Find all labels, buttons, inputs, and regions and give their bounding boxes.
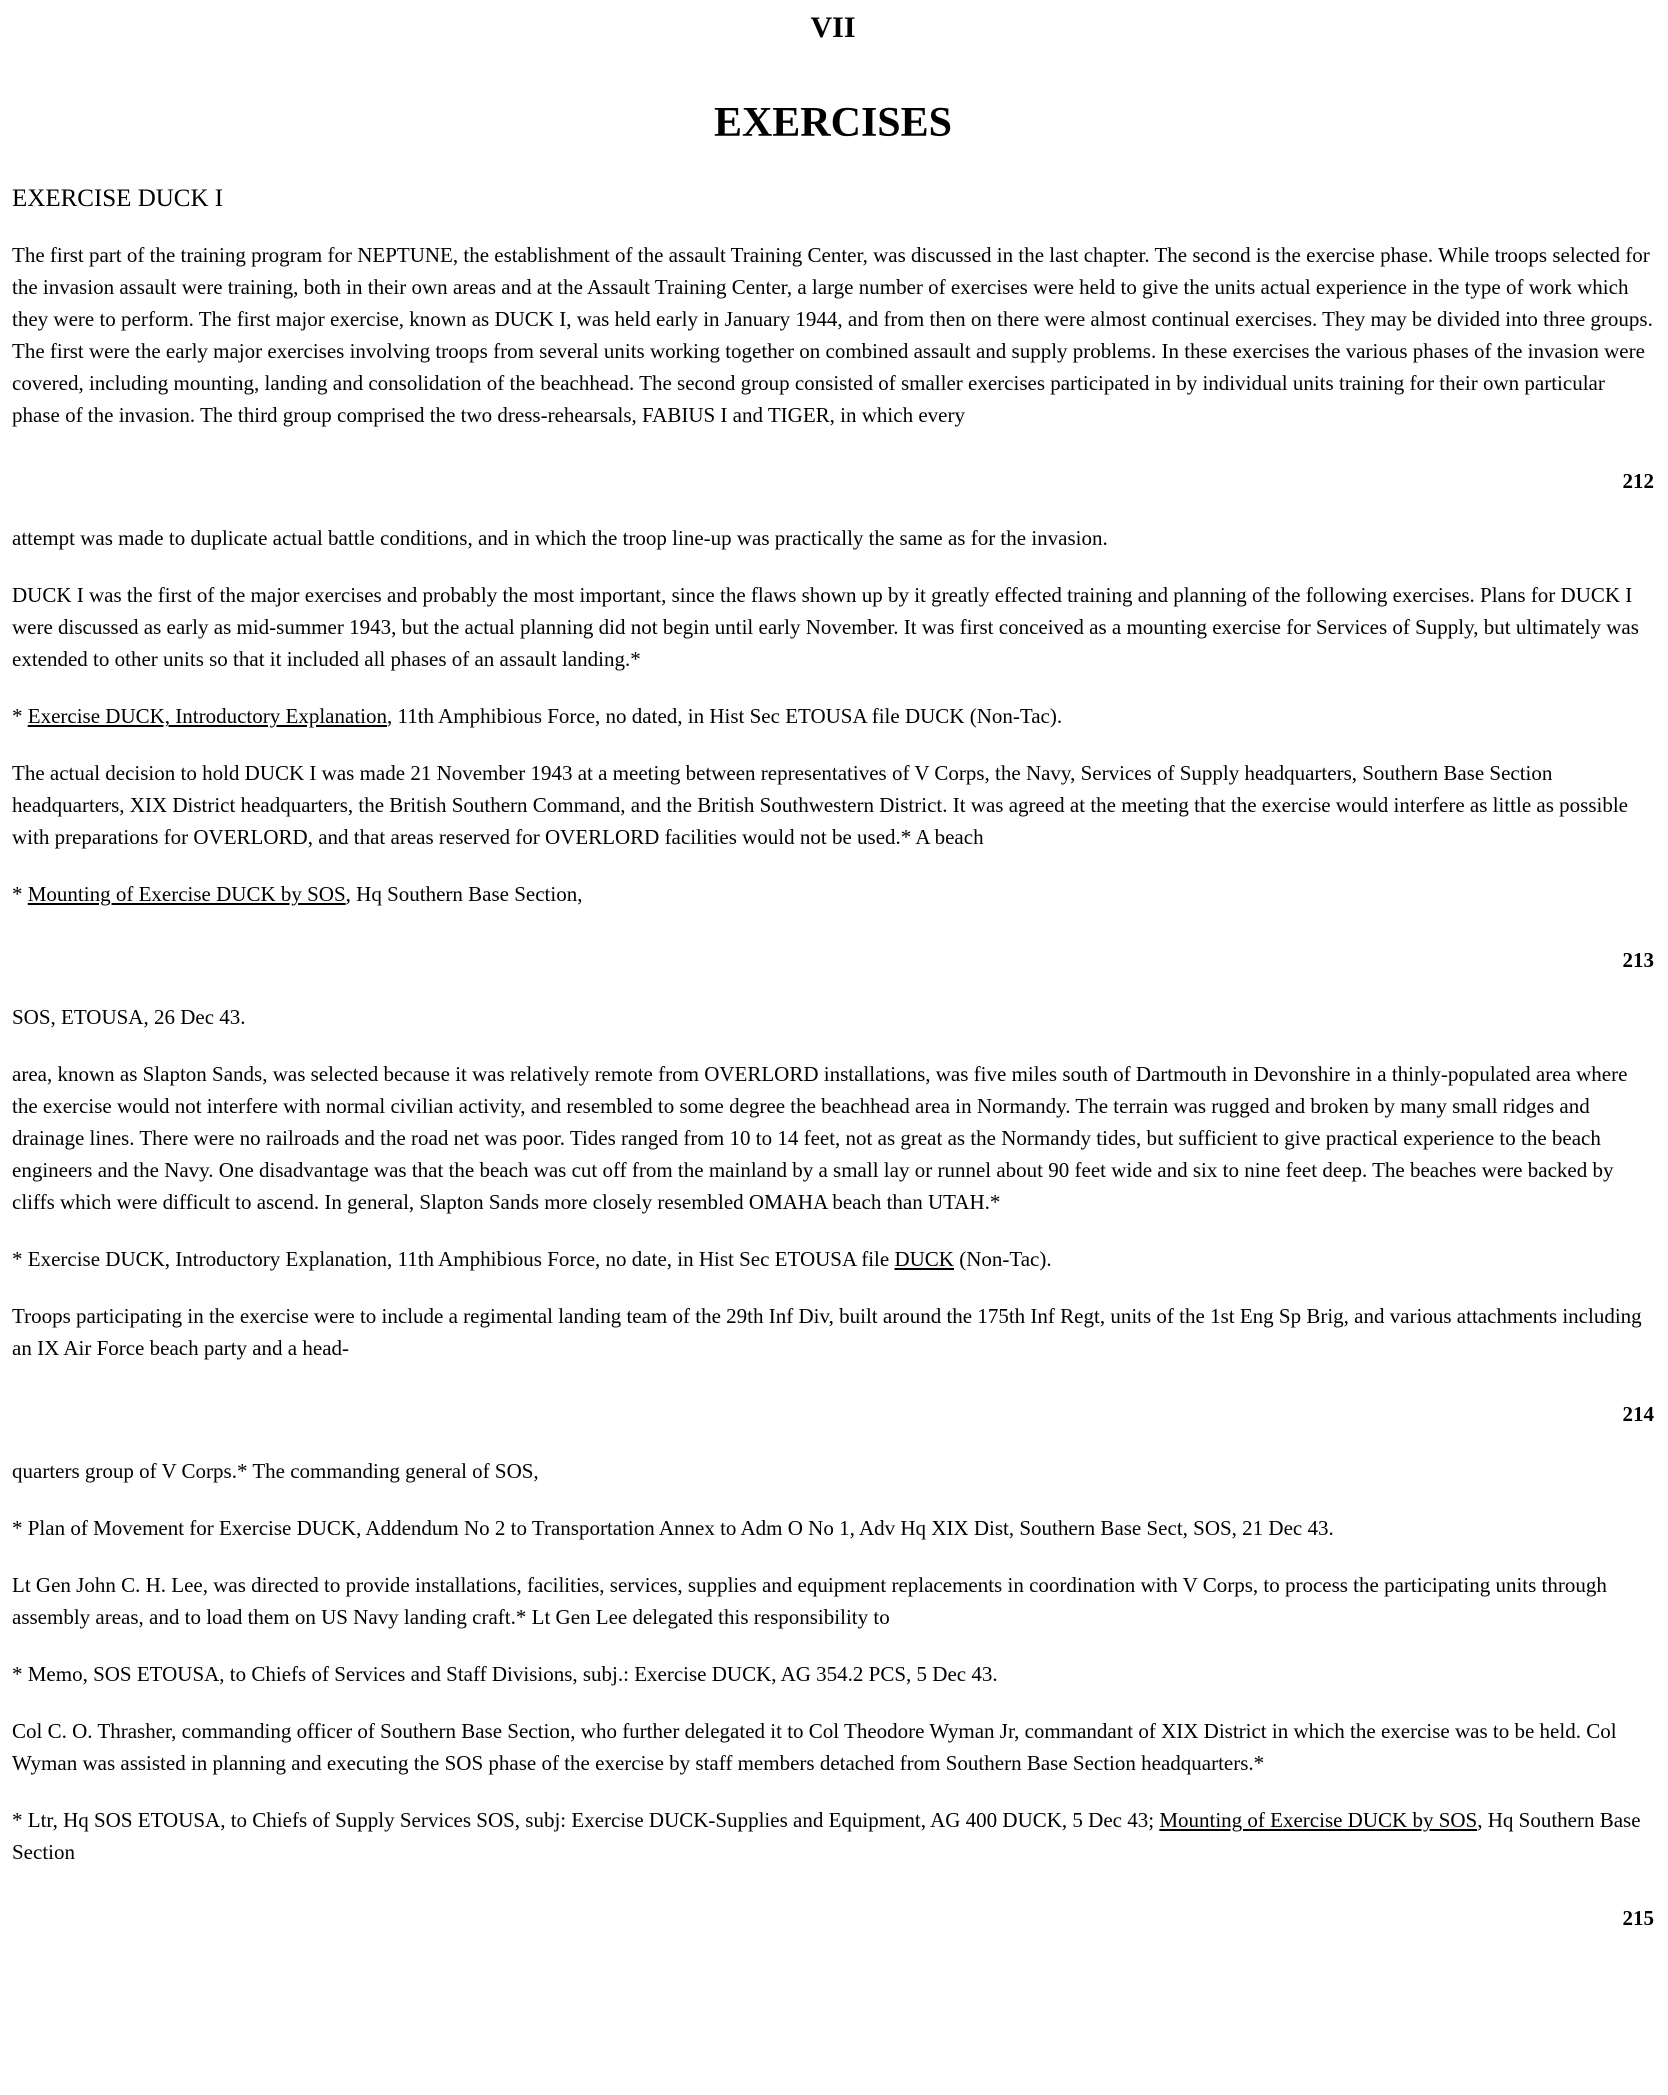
underlined-citation: DUCK bbox=[894, 1247, 954, 1272]
text-run: 212 bbox=[1622, 469, 1654, 494]
text-run: The first part of the training program for NEPTUNE, the establishment of the assault Training Center, was discussed in the last chapter. The second is the exercise phase. While troops selected for the invasion assault were training, both in their own areas and at the Assault Training Center, a large number of exercises were held to give the units actual experience in the type of work which they were to perform. The first major exercise, known as DUCK I, was held early in January 1944, and from then on there were almost continual exercises. They may be divided into three groups. The first were the early major exercises involving troops from several units working together on combined assault and supply problems. In these exercises the various phases of the invasion were covered, including mounting, landing and consolidation of the beachhead. The second group consisted of smaller exercises participated in by individual units training for their own particular phase of the invasion. The third group comprised the two dress-rehearsals, FABIUS I and TIGER, in which every bbox=[12, 243, 1653, 428]
page-number bbox=[12, 1902, 1654, 1934]
text-run: * Exercise DUCK, Introductory Explanation, 11th Amphibious Force, no date, in Hist Sec ETOUSA file bbox=[12, 1247, 895, 1272]
text-run: Col C. O. Thrasher, commanding officer of Southern Base Section, who further delegated it to Col Theodore Wyman Jr, commandant of XIX District in which the exercise was to be held. Col Wyman was assisted in planning and executing the SOS phase of the exercise by staff members detached from Southern Base Section headquarters.* bbox=[12, 1719, 1617, 1776]
page-number bbox=[12, 944, 1654, 976]
text-run: quarters group of V Corps.* The commanding general of SOS, bbox=[12, 1459, 539, 1484]
text-run: * Ltr, Hq SOS ETOUSA, to Chiefs of Supply Services SOS, subj: Exercise DUCK-Supplies and Equipment, AG 400 DUCK, 5 Dec 43; bbox=[12, 1808, 1160, 1833]
underlined-citation: Mounting of Exercise DUCK by SOS bbox=[1159, 1808, 1478, 1833]
text-run: 215 bbox=[1622, 1906, 1654, 1931]
footnote bbox=[12, 1243, 1654, 1275]
text-run: 213 bbox=[1622, 948, 1654, 973]
text-run: * Plan of Movement for Exercise DUCK, Addendum No 2 to Transportation Annex to Adm O No 1, Adv Hq XIX Dist, Southern Base Sect, SOS, 21 Dec 43. bbox=[12, 1516, 1334, 1541]
text-run: Lt Gen John C. H. Lee, was directed to provide installations, facilities, services, supplies and equipment replacements in coordination with V Corps, to process the participating units through assembly areas, and to load them on US Navy landing craft.* Lt Gen Lee delegated this responsibility to bbox=[12, 1573, 1607, 1630]
text-run: SOS, ETOUSA, 26 Dec 43. bbox=[12, 1005, 246, 1030]
page-title: EXERCISES bbox=[713, 100, 953, 146]
body-paragraph bbox=[12, 757, 1654, 853]
text-run: attempt was made to duplicate actual battle conditions, and in which the troop line-up was practically the same as for the invasion. bbox=[12, 526, 1108, 551]
page-number bbox=[12, 465, 1654, 497]
document-body bbox=[12, 239, 1654, 1934]
underlined-citation: Exercise DUCK, Introductory Explanation bbox=[27, 704, 387, 729]
text-run: (Non-Tac). bbox=[953, 1247, 1052, 1272]
chapter-number: VII bbox=[810, 11, 856, 44]
body-paragraph bbox=[12, 579, 1654, 675]
text-run: , 11th Amphibious Force, no dated, in Hist Sec ETOUSA file DUCK (Non-Tac). bbox=[387, 704, 1063, 729]
underlined-citation: Mounting of Exercise DUCK by SOS bbox=[27, 882, 346, 907]
text-run: Troops participating in the exercise were to include a regimental landing team of the 29th Inf Div, built around the 175th Inf Regt, units of the 1st Eng Sp Brig, and various attachments including an IX Air Force beach party and a head- bbox=[12, 1304, 1642, 1361]
body-paragraph bbox=[12, 522, 1654, 554]
footnote bbox=[12, 700, 1654, 732]
footnote bbox=[12, 1512, 1654, 1544]
body-paragraph bbox=[12, 1455, 1654, 1487]
text-run: 214 bbox=[1622, 1402, 1654, 1427]
footnote bbox=[12, 1658, 1654, 1690]
text-run: * Memo, SOS ETOUSA, to Chiefs of Services and Staff Divisions, subj.: Exercise DUCK, AG 354.2 PCS, 5 Dec 43. bbox=[12, 1662, 998, 1687]
body-paragraph bbox=[12, 1300, 1654, 1364]
page-number bbox=[12, 1398, 1654, 1430]
body-paragraph bbox=[12, 239, 1654, 431]
body-paragraph bbox=[12, 1001, 1654, 1033]
body-paragraph bbox=[12, 1569, 1654, 1633]
text-run: , Hq Southern Base Section bbox=[12, 1808, 1641, 1865]
text-run: * bbox=[12, 704, 28, 729]
body-paragraph bbox=[12, 1058, 1654, 1218]
footnote bbox=[12, 1804, 1654, 1868]
text-run: The actual decision to hold DUCK I was made 21 November 1943 at a meeting between representatives of V Corps, the Navy, Services of Supply headquarters, Southern Base Section headquarters, XIX District headquarters, the British Southern Command, and the British Southwestern District. It was agreed at the meeting that the exercise would interfere as little as possible with preparations for OVERLORD, and that areas reserved for OVERLORD facilities would not be used.* A beach bbox=[12, 761, 1628, 850]
text-run: , Hq Southern Base Section, bbox=[345, 882, 583, 907]
footnote bbox=[12, 878, 1654, 910]
section-heading: EXERCISE DUCK I bbox=[12, 185, 224, 213]
body-paragraph bbox=[12, 1715, 1654, 1779]
text-run: area, known as Slapton Sands, was selected because it was relatively remote from OVERLORD installations, was five miles south of Dartmouth in Devonshire in a thinly-populated area where the exercise would not interfere with normal civilian activity, and resembled to some degree the beachhead area in Normandy. The terrain was rugged and broken by many small ridges and drainage lines. There were no railroads and the road net was poor. Tides ranged from 10 to 14 feet, not as great as the Normandy tides, but sufficient to give practical experience to the beach engineers and the Navy. One disadvantage was that the beach was cut off from the mainland by a small lay or runnel about 90 feet wide and six to nine feet deep. The beaches were backed by cliffs which were difficult to ascend. In general, Slapton Sands more closely resembled OMAHA beach than UTAH.* bbox=[12, 1062, 1628, 1215]
text-run: * bbox=[12, 882, 28, 907]
text-run: DUCK I was the first of the major exercises and probably the most important, since the flaws shown up by it greatly effected training and planning of the following exercises. Plans for DUCK I were discussed as early as mid-summer 1943, but the actual planning did not begin until early November. It was first conceived as a mounting exercise for Services of Supply, but ultimately was extended to other units so that it included all phases of an assault landing.* bbox=[12, 583, 1639, 672]
